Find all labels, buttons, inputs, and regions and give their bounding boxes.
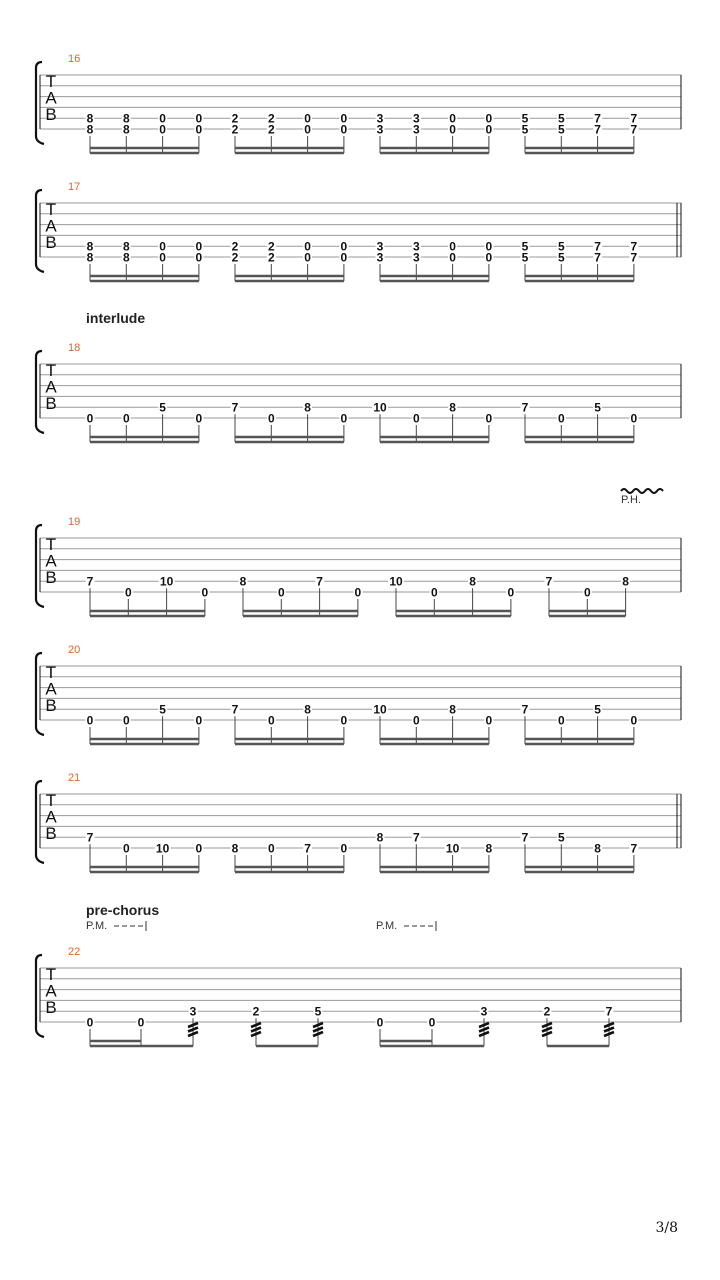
fret-number: 8 <box>86 250 94 265</box>
page-number: 3/8 <box>655 1220 678 1236</box>
fret-number: 0 <box>195 841 203 856</box>
tremolo-slash <box>251 1023 261 1027</box>
fret-number: 8 <box>485 841 493 856</box>
fret-number: 0 <box>159 239 166 254</box>
fret-number: 0 <box>122 713 130 728</box>
fret-number: 2 <box>267 111 275 126</box>
fret-number: 5 <box>557 830 565 845</box>
fret-number: 7 <box>630 250 638 265</box>
section-label: interlude <box>86 310 146 326</box>
fret-number: 2 <box>267 250 275 265</box>
fret-number: 8 <box>449 400 456 415</box>
fret-number: 5 <box>557 250 565 265</box>
fret-number: 0 <box>86 1015 94 1030</box>
fret-number: 10 <box>373 400 387 415</box>
fret-number: 0 <box>159 250 166 265</box>
fret-number: 3 <box>412 239 420 254</box>
section-label: pre-chorus <box>86 902 160 918</box>
fret-number: 2 <box>231 250 239 265</box>
tab-clef-letter: B <box>45 696 57 715</box>
fret-number: 3 <box>376 239 384 254</box>
fret-number: 7 <box>594 239 601 254</box>
fret-number: 0 <box>428 1015 436 1030</box>
fret-number: 0 <box>122 411 130 426</box>
fret-number: 0 <box>557 411 565 426</box>
tab-clef-letter: T <box>45 663 57 682</box>
tab-clef-letter: B <box>45 394 57 413</box>
fret-number: 5 <box>557 111 565 126</box>
fret-number: 8 <box>86 239 94 254</box>
fret-number: 0 <box>137 1015 145 1030</box>
fret-number: 0 <box>267 713 275 728</box>
fret-number: 0 <box>86 713 94 728</box>
tab-system <box>36 190 681 281</box>
tab-clef-letter: T <box>45 791 57 810</box>
tab-clef-letter: A <box>45 88 57 108</box>
fret-number: 5 <box>557 239 565 254</box>
measure-number: 22 <box>68 946 81 958</box>
tab-clef-letter: T <box>45 72 57 91</box>
tab-clef-letter: T <box>45 361 57 380</box>
fret-number: 5 <box>521 111 529 126</box>
fret-number: 0 <box>354 585 362 600</box>
fret-number: 0 <box>485 713 493 728</box>
fret-number: 0 <box>277 585 285 600</box>
tab-system <box>36 62 681 153</box>
fret-number: 0 <box>195 250 203 265</box>
tab-clef-letter: T <box>45 200 57 219</box>
fret-number: 7 <box>521 400 529 415</box>
fret-number: 8 <box>86 111 94 126</box>
fret-number: 2 <box>267 239 275 254</box>
tremolo-slash <box>542 1023 552 1027</box>
fret-number: 10 <box>155 841 170 856</box>
fret-number: 0 <box>376 1015 384 1030</box>
fret-number: 0 <box>304 250 311 265</box>
fret-number: 0 <box>449 122 456 137</box>
tremolo-slash <box>313 1023 323 1027</box>
fret-number: 3 <box>376 111 384 126</box>
tab-clef-letter: T <box>45 535 57 554</box>
tremolo-slash <box>479 1023 489 1027</box>
fret-number: 0 <box>267 841 275 856</box>
fret-number: 0 <box>485 122 493 137</box>
fret-number: 0 <box>449 239 456 254</box>
fret-number: 8 <box>469 574 476 589</box>
fret-number: 8 <box>122 122 130 137</box>
fret-number: 0 <box>340 239 348 254</box>
fret-number: 7 <box>630 111 638 126</box>
tremolo-slash <box>604 1028 614 1032</box>
palm-mute-label: P.M. <box>86 920 108 932</box>
fret-number: 7 <box>86 574 94 589</box>
fret-number: 0 <box>485 250 493 265</box>
fret-number: 7 <box>231 400 239 415</box>
tab-clef-letter: B <box>45 105 57 124</box>
fret-number: 0 <box>195 239 203 254</box>
tab-clef-letter: B <box>45 233 57 252</box>
measure-number: 18 <box>68 342 81 354</box>
tremolo-slash <box>313 1032 323 1036</box>
fret-number: 0 <box>304 111 311 126</box>
measure-number: 20 <box>68 644 81 656</box>
tab-system <box>36 921 681 1046</box>
tab-clef-letter: B <box>45 998 57 1017</box>
fret-number: 0 <box>630 411 638 426</box>
fret-number: 2 <box>252 1004 260 1019</box>
fret-number: 7 <box>630 122 638 137</box>
fret-number: 7 <box>412 830 420 845</box>
tremolo-slash <box>542 1028 552 1032</box>
tremolo-slash <box>313 1028 323 1032</box>
fret-number: 7 <box>630 841 638 856</box>
fret-number: 0 <box>485 111 493 126</box>
fret-number: 0 <box>195 111 203 126</box>
tremolo-slash <box>188 1028 198 1032</box>
tab-clef-letter: B <box>45 568 57 587</box>
fret-number: 7 <box>630 239 638 254</box>
fret-number: 7 <box>316 574 323 589</box>
tab-clef-letter: B <box>45 824 57 843</box>
tab-clef-letter: A <box>45 216 57 236</box>
tremolo-slash <box>188 1023 198 1027</box>
fret-number: 10 <box>159 574 174 589</box>
fret-number: 0 <box>267 411 275 426</box>
fret-number: 8 <box>231 841 239 856</box>
fret-number: 10 <box>445 841 460 856</box>
tab-clef-letter: A <box>45 551 57 571</box>
fret-number: 10 <box>389 574 403 589</box>
fret-number: 7 <box>521 702 529 717</box>
fret-number: 0 <box>340 122 348 137</box>
harmonic-wave <box>621 489 663 493</box>
fret-number: 0 <box>195 411 203 426</box>
measure-number: 19 <box>68 516 81 528</box>
tab-clef-letter: T <box>45 965 57 984</box>
fret-number: 2 <box>231 239 239 254</box>
fret-number: 3 <box>412 250 420 265</box>
fret-number: 0 <box>507 585 515 600</box>
fret-number: 7 <box>594 122 601 137</box>
tremolo-slash <box>251 1032 261 1036</box>
fret-number: 3 <box>189 1004 197 1019</box>
fret-number: 0 <box>201 585 209 600</box>
tremolo-slash <box>604 1032 614 1036</box>
fret-number: 2 <box>231 111 239 126</box>
fret-number: 0 <box>412 411 420 426</box>
fret-number: 8 <box>122 111 130 126</box>
fret-number: 5 <box>557 122 565 137</box>
fret-number: 0 <box>122 841 130 856</box>
tab-clef-letter: A <box>45 807 57 827</box>
tab-system <box>36 351 681 442</box>
fret-number: 0 <box>449 111 456 126</box>
fret-number: 8 <box>594 841 601 856</box>
fret-number: 2 <box>267 122 275 137</box>
fret-number: 3 <box>480 1004 488 1019</box>
fret-number: 0 <box>340 411 348 426</box>
fret-number: 0 <box>86 411 94 426</box>
fret-number: 7 <box>86 830 94 845</box>
tremolo-slash <box>542 1032 552 1036</box>
fret-number: 7 <box>545 574 553 589</box>
fret-number: 7 <box>304 841 311 856</box>
fret-number: 5 <box>159 400 166 415</box>
tab-system <box>36 781 681 872</box>
tab-clef-letter: A <box>45 981 57 1001</box>
fret-number: 0 <box>485 239 493 254</box>
fret-number: 0 <box>340 111 348 126</box>
fret-number: 3 <box>412 122 420 137</box>
fret-number: 3 <box>376 122 384 137</box>
fret-number: 5 <box>594 400 601 415</box>
tab-system <box>36 653 681 744</box>
fret-number: 0 <box>304 122 311 137</box>
fret-number: 0 <box>159 122 166 137</box>
palm-mute-label: P.M. <box>376 920 398 932</box>
fret-number: 5 <box>521 122 529 137</box>
fret-number: 8 <box>122 239 130 254</box>
measure-number: 21 <box>68 772 81 784</box>
fret-number: 7 <box>231 702 239 717</box>
fret-number: 0 <box>159 111 166 126</box>
fret-number: 7 <box>521 830 529 845</box>
tremolo-slash <box>479 1032 489 1036</box>
tab-clef-letter: A <box>45 377 57 397</box>
fret-number: 8 <box>304 400 311 415</box>
tremolo-slash <box>188 1032 198 1036</box>
fret-number: 5 <box>521 250 529 265</box>
fret-number: 8 <box>239 574 247 589</box>
fret-number: 0 <box>557 713 565 728</box>
fret-number: 10 <box>373 702 387 717</box>
fret-number: 5 <box>159 702 166 717</box>
fret-number: 7 <box>594 111 601 126</box>
fret-number: 8 <box>622 574 629 589</box>
fret-number: 0 <box>430 585 438 600</box>
fret-number: 5 <box>521 239 529 254</box>
fret-number: 0 <box>340 713 348 728</box>
fret-number: 5 <box>594 702 601 717</box>
measure-number: 17 <box>68 181 81 193</box>
fret-number: 8 <box>86 122 94 137</box>
tab-clef-letter: A <box>45 679 57 699</box>
fret-number: 2 <box>231 122 239 137</box>
fret-number: 0 <box>124 585 132 600</box>
fret-number: 8 <box>376 830 384 845</box>
tremolo-slash <box>479 1028 489 1032</box>
fret-number: 0 <box>340 841 348 856</box>
pinch-harmonic-label: P.H. <box>621 494 641 506</box>
fret-number: 7 <box>594 250 601 265</box>
fret-number: 8 <box>122 250 130 265</box>
fret-number: 0 <box>195 122 203 137</box>
measure-number: 16 <box>68 53 81 65</box>
fret-number: 0 <box>485 411 493 426</box>
fret-number: 0 <box>583 585 591 600</box>
fret-number: 3 <box>376 250 384 265</box>
fret-number: 0 <box>195 713 203 728</box>
tremolo-slash <box>604 1023 614 1027</box>
fret-number: 0 <box>340 250 348 265</box>
fret-number: 8 <box>449 702 456 717</box>
fret-number: 8 <box>304 702 311 717</box>
fret-number: 0 <box>630 713 638 728</box>
fret-number: 2 <box>543 1004 551 1019</box>
fret-number: 0 <box>449 250 456 265</box>
fret-number: 3 <box>412 111 420 126</box>
fret-number: 5 <box>314 1004 322 1019</box>
tremolo-slash <box>251 1028 261 1032</box>
fret-number: 0 <box>304 239 311 254</box>
fret-number: 7 <box>605 1004 613 1019</box>
fret-number: 0 <box>412 713 420 728</box>
